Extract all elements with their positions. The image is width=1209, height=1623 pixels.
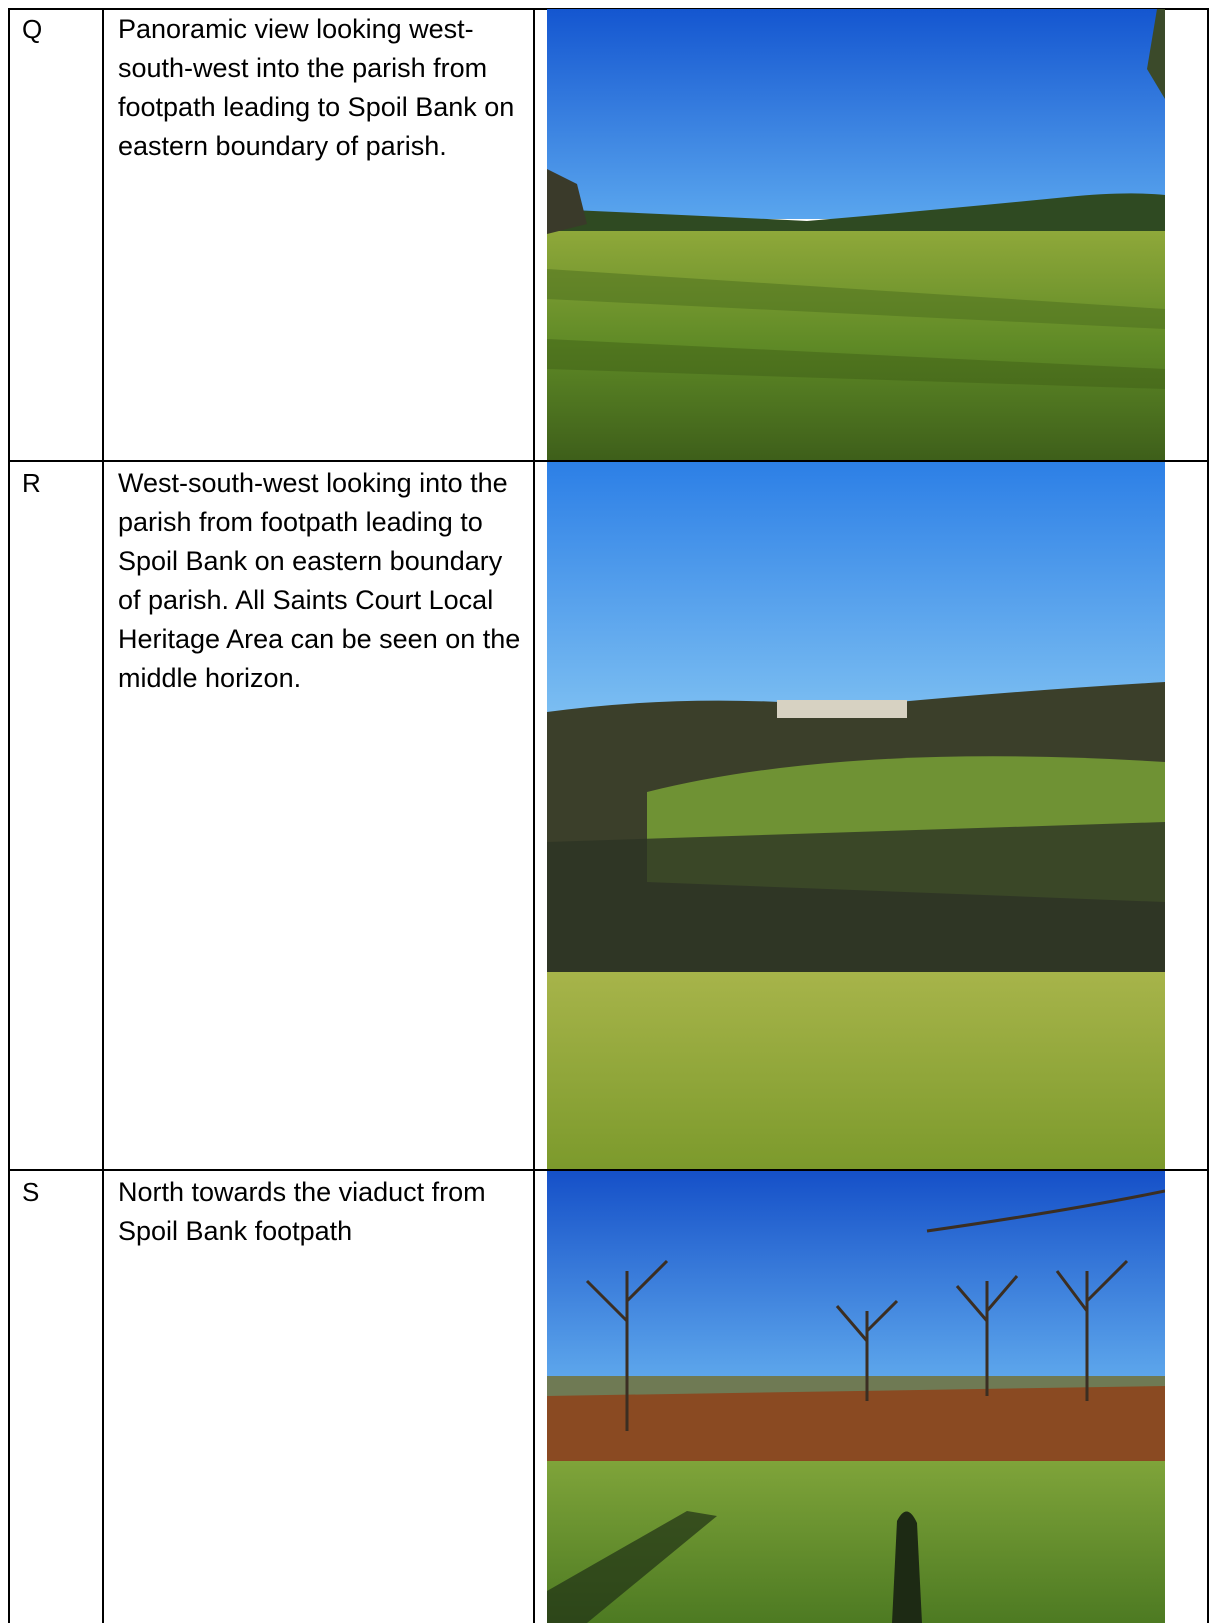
row-description: North towards the viaduct from Spoil Bank footpath xyxy=(118,1177,486,1246)
row-label: S xyxy=(22,1177,40,1207)
photo-wooded-hillside xyxy=(547,462,1165,1169)
row-description: Panoramic view looking west-south-west into the parish from footpath leading to Spoil Bank on eastern boundary of parish. xyxy=(118,14,515,161)
table-border-left xyxy=(8,8,10,1623)
table-column-divider xyxy=(533,8,535,1623)
row-description: West-south-west looking into the parish from footpath leading to Spoil Bank on eastern boundary of parish. All Saints Court Local Heritage Area can be seen on the middle horizon. xyxy=(118,468,521,693)
row-label: Q xyxy=(22,14,43,44)
row-label: R xyxy=(22,468,41,498)
photo-trees-bracken xyxy=(547,1171,1165,1623)
table-column-divider xyxy=(102,8,104,1623)
photo-open-field xyxy=(547,9,1165,460)
